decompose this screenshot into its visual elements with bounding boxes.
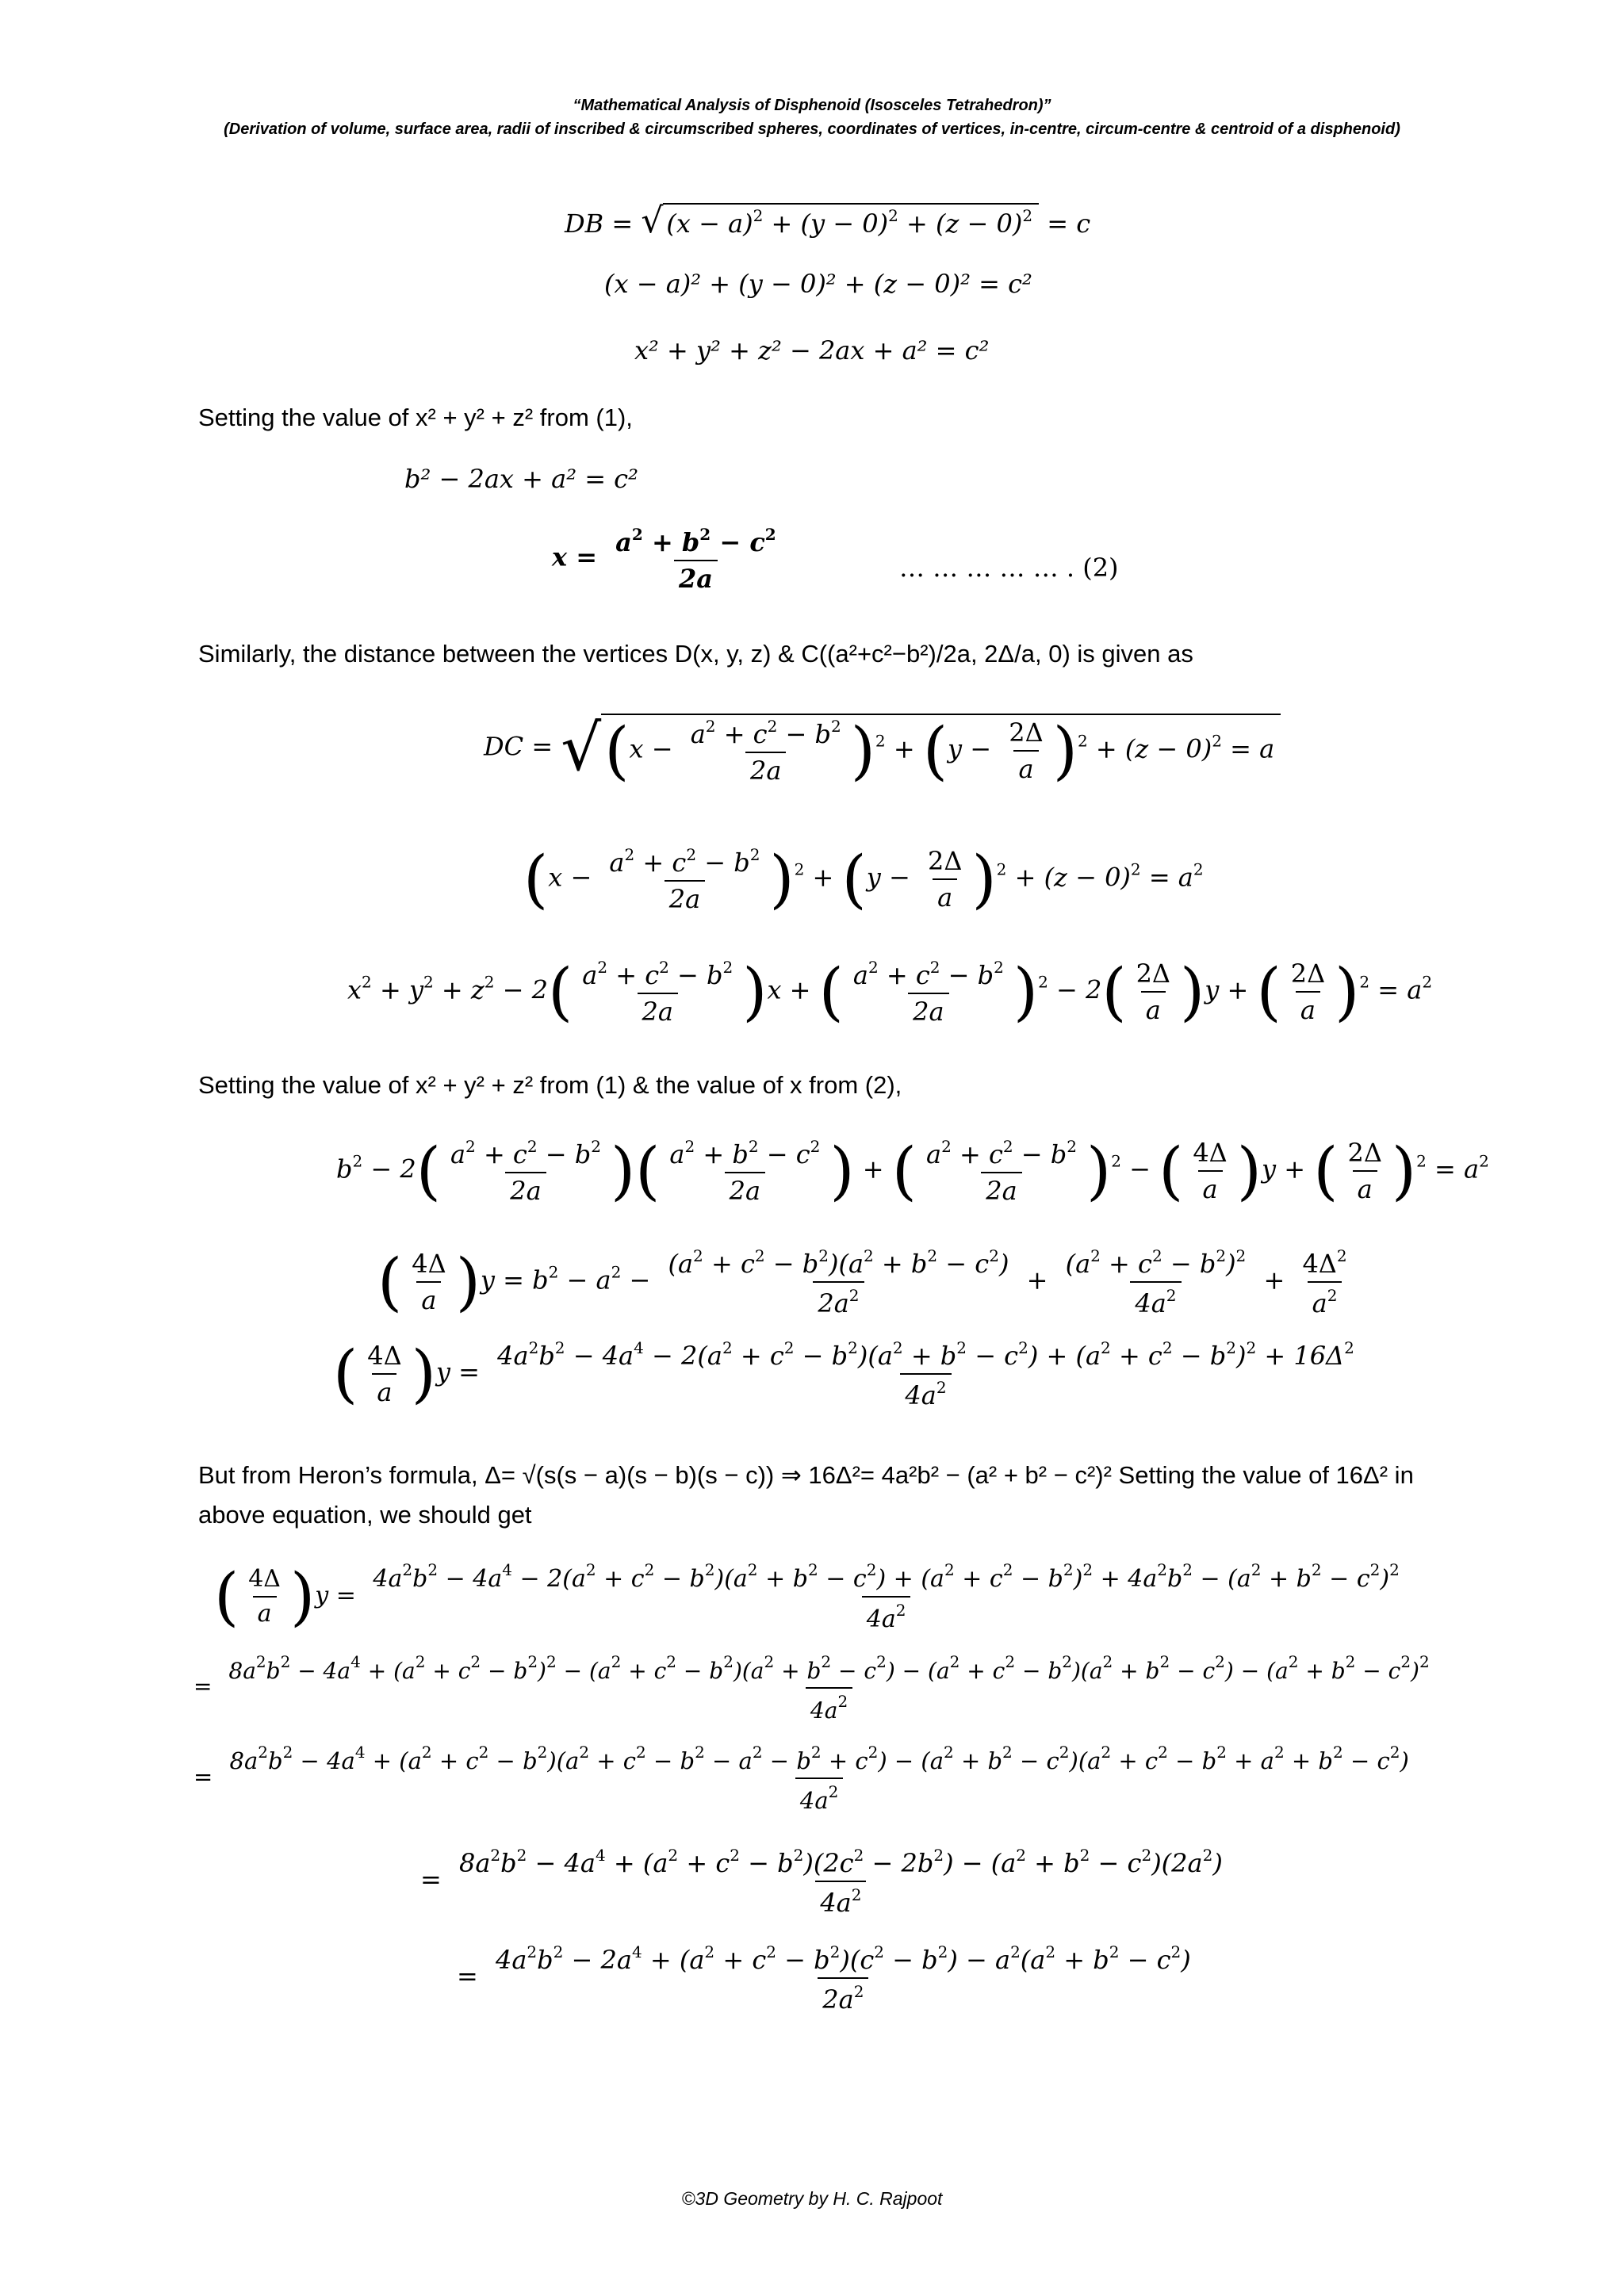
- eq-db-distance: DB = √ $(x - a)^2 + (y - 0)^2 + (z - 0)^2 = c$: [565, 201, 1091, 241]
- eq-dc-expanded: $x^2 + y^2 + z^2 - 2$( $\frac{a^2 + c^2 - b^2}{2a}$ )x + ( $\frac{a^2 + c^2 - b^2}{2a}$ )$^2$ − 2( $\frac{2\Delta}{a}$ )y + ( $\frac{2\Delta}{a}$ )$^2 = a^2$: [347, 955, 1433, 1028]
- eq-y-step-3: ( $\frac{4\Delta}{a}$ )y = $4a^2b^2 - 4a^4 - 2(a^2 + c^2 - b^2)(a^2 + b^2 - c^2) + (a^2 + c^2 - b^2)^2 + 4a^2b^2 - (a^2 + b^2 - c^2)^2$ $4a^2$: [214, 1559, 1400, 1633]
- eq-db-expanded: x² + y² + z² − 2ax + a² = c²: [634, 335, 990, 365]
- eq-x-result: x = $\frac{a^2 + b^2 - c^2}{2a}$: [552, 525, 776, 594]
- eq-tag-2: … … … … … . (2): [899, 553, 1119, 583]
- paper-subtitle: (Derivation of volume, surface area, radii of inscribed & circumscribed spheres, coordinates of vertices, in-centre, circum-centre & centroid of a disphenoid): [224, 121, 1400, 138]
- eq-y-step-4: = $8a^2b^2 - 4a^4 + (a^2 + c^2 - b^2)^2 - (a^2 + c^2 - b^2)(a^2 + b^2 - c^2) - (a^2 + c^2 - b^2)(a^2 + b^2 - c^2) - (a^2 + b^2 - c^2)^2$ $4a^2$: [193, 1652, 1430, 1724]
- eq-substituted-2: $b^2 - 2$( $\frac{a^2 + c^2 - b^2}{2a}$ )( $\frac{a^2 + b^2 - c^2}{2a}$ ) + ( $\frac{a^2 + c^2 - b^2}{2a}$ )$^2$ − ( $\frac{4\Delta}{a}$ )y + ( $\frac{2\Delta}{a}$ )$^2 = a^2$: [336, 1134, 1489, 1207]
- eq-y-step-6: = $8a^2b^2 - 4a^4 + (a^2 + c^2 - b^2)(2c^2 - 2b^2) - (a^2 + b^2 - c^2)(2a^2)$ $4a^2$: [420, 1846, 1223, 1918]
- eq-db-squared: (x − a)² + (y − 0)² + (z − 0)² = c²: [604, 269, 1032, 299]
- eq-substituted-1: b² − 2ax + a² = c²: [404, 464, 638, 494]
- eq-y-step-5: = $8a^2b^2 - 4a^4 + (a^2 + c^2 - b^2)(a^2 + c^2 - b^2 - a^2 - b^2 + c^2) - (a^2 + b^2 - c^2)(a^2 + c^2 - b^2 + a^2 + b^2 - c^2)$ $4a^2$: [193, 1743, 1409, 1814]
- text-similarly: Similarly, the distance between the vertices D(x, y, z) & C((a²+c²−b²)/2a, 2Δ/a, 0) is given as: [198, 640, 1193, 668]
- text-setting-value-2: Setting the value of x² + y² + z² from (1) & the value of x from (2),: [198, 1071, 902, 1099]
- eq-y-step-7: = $\frac{4a^2b^2 - 2a^4 + (a^2 + c^2 - b^2)(c^2 - b^2) - a^2(a^2 + b^2 - c^2)}{2a^2}$: [457, 1942, 1191, 2015]
- paper-title: “Mathematical Analysis of Disphenoid (Isosceles Tetrahedron)”: [573, 97, 1051, 114]
- text-heron-formula: But from Heron’s formula, Δ= √(s(s − a)(s − b)(s − c)) ⇒ 16Δ²= 4a²b² − (a² + b² − c²)² Setting the value of 16Δ² in above equation, we should get: [198, 1461, 1414, 1529]
- text-setting-value-1: Setting the value of x² + y² + z² from (1),: [198, 404, 633, 431]
- page-footer: ©3D Geometry by H. C. Rajpoot: [681, 2188, 943, 2209]
- eq-y-step-1: ( $\frac{4\Delta}{a}$ )$y = b^2 - a^2$ − $\frac{(a^2 + c^2 - b^2)(a^2 + b^2 - c^2)}{2a^2}$ + $\frac{(a^2 + c^2 - b^2)^2}{4a^2}$ + $\frac{4\Delta^2}{a^2}$: [377, 1245, 1347, 1318]
- eq-dc-distance: DC = √(x − $\frac{a^2 + c^2 - b^2}{2a}$ )$^2$ + (y − $\frac{2\Delta}{a}$ )$^2 + (z - 0)^2 = a$: [484, 714, 1281, 783]
- eq-dc-squared: (x − $\frac{a^2 + c^2 - b^2}{2a}$ )$^2$ + (y − $\frac{2\Delta}{a}$ )$^2 + (z - 0)^2 = a^2$: [523, 842, 1204, 916]
- eq-y-step-2: ( $\frac{4\Delta}{a}$ )y = $4a^2b^2 - 4a^4 - 2(a^2 + c^2 - b^2)(a^2 + b^2 - c^2) + (a^2 + c^2 - b^2)^2 + 16\Delta^2$ $4a^2$: [333, 1337, 1354, 1410]
